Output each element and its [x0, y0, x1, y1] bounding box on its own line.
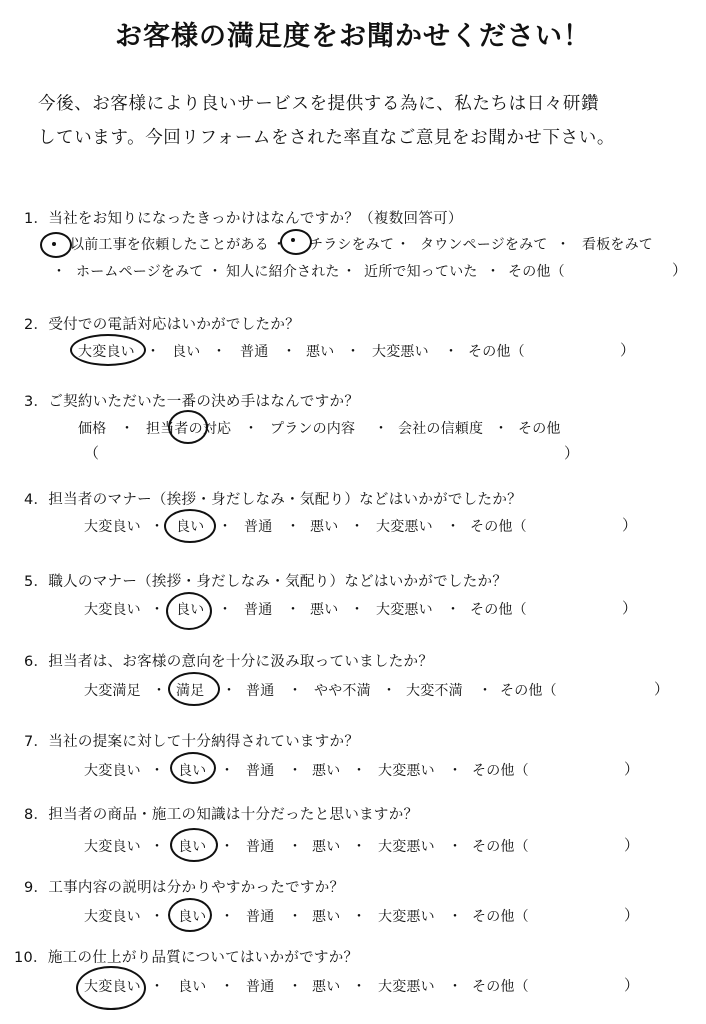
q7-option-other[interactable]: その他（	[472, 763, 529, 779]
q2-option-bad[interactable]: 悪い	[306, 344, 335, 360]
question-2: 2．受付での電話対応はいかがでしたか？	[24, 317, 300, 333]
q7-option-bad[interactable]: 悪い	[312, 763, 341, 779]
q7-option-normal[interactable]: 普通	[246, 763, 275, 779]
q8-option-very-good[interactable]: 大変良い	[84, 839, 141, 855]
q1-option-homepage[interactable]: ホームページをみて	[76, 264, 204, 280]
q3-option-other[interactable]: その他	[518, 421, 561, 437]
q7-option-very-bad[interactable]: 大変悪い	[378, 763, 435, 779]
q6-option-somewhat-dissatisfied[interactable]: やや不満	[314, 683, 371, 699]
question-1: 1．当社をお知りになったきっかけはなんですか？（複数回答可）	[24, 211, 463, 227]
q4-option-other[interactable]: その他（	[470, 519, 527, 535]
q9-option-good[interactable]: 良い	[178, 909, 207, 925]
q6-option-very-satisfied[interactable]: 大変満足	[84, 683, 141, 699]
q2-option-very-bad[interactable]: 大変悪い	[372, 344, 429, 360]
q6-option-satisfied[interactable]: 満足	[176, 683, 205, 699]
q3-option-plan[interactable]: プランの内容	[270, 421, 356, 437]
q1-option-town-page[interactable]: タウンページをみて	[420, 237, 548, 253]
q2-option-normal[interactable]: 普通	[240, 344, 269, 360]
question-9: 9．工事内容の説明は分かりやすかったですか？	[24, 880, 345, 896]
q9-option-other[interactable]: その他（	[472, 909, 529, 925]
q10-option-good[interactable]: 良い	[178, 979, 207, 995]
q2-option-other[interactable]: その他（	[468, 344, 525, 360]
q9-option-very-good[interactable]: 大変良い	[84, 909, 141, 925]
selection-circle	[40, 232, 72, 258]
question-10: 10．施工の仕上がり品質についてはいかがですか？	[14, 950, 359, 966]
question-6: 6．担当者は、お客様の意向を十分に汲み取っていましたか？	[24, 654, 434, 670]
q5-option-very-bad[interactable]: 大変悪い	[376, 602, 433, 618]
q1-option-referral[interactable]: 知人に紹介された	[226, 264, 340, 280]
q5-option-very-good[interactable]: 大変良い	[84, 602, 141, 618]
q8-option-good[interactable]: 良い	[178, 839, 207, 855]
q2-option-very-good[interactable]: 大変良い	[78, 344, 135, 360]
q1-option-previous-work[interactable]: 以前工事を依頼したことがある	[70, 237, 269, 253]
q8-option-other[interactable]: その他（	[472, 839, 529, 855]
q9-option-normal[interactable]: 普通	[246, 909, 275, 925]
q3-option-staff-response[interactable]: 担当者の対応	[146, 421, 232, 437]
q4-option-very-good[interactable]: 大変良い	[84, 519, 141, 535]
intro-line-2: しています。今回リフォームをされた率直なご意見をお聞かせ下さい。	[38, 128, 615, 148]
selection-mark	[291, 238, 295, 242]
q6-option-other[interactable]: その他（	[500, 683, 557, 699]
question-3: 3．ご契約いただいた一番の決め手はなんですか？	[24, 394, 360, 410]
q10-option-very-bad[interactable]: 大変悪い	[378, 979, 435, 995]
q4-option-normal[interactable]: 普通	[244, 519, 273, 535]
q6-option-normal[interactable]: 普通	[246, 683, 275, 699]
q10-option-very-good[interactable]: 大変良い	[84, 979, 141, 995]
q8-option-normal[interactable]: 普通	[246, 839, 275, 855]
q4-option-bad[interactable]: 悪い	[310, 519, 339, 535]
q6-option-very-dissatisfied[interactable]: 大変不満	[406, 683, 463, 699]
q3-option-trust[interactable]: 会社の信頼度	[398, 421, 484, 437]
question-5: 5．職人のマナー（挨拶・身だしなみ・気配り）などはいかがでしたか？	[24, 574, 508, 590]
q5-option-other[interactable]: その他（	[470, 602, 527, 618]
question-8: 8．担当者の商品・施工の知識は十分だったと思いますか？	[24, 807, 419, 823]
question-4: 4．担当者のマナー（挨拶・身だしなみ・気配り）などはいかがでしたか？	[24, 492, 522, 508]
q8-option-very-bad[interactable]: 大変悪い	[378, 839, 435, 855]
intro-line-1: 今後、お客様により良いサービスを提供する為に、私たちは日々研鑽	[38, 94, 600, 114]
q2-option-good[interactable]: 良い	[172, 344, 201, 360]
q3-option-price[interactable]: 価格	[78, 421, 107, 437]
survey-title: お客様の満足度をお聞かせください！	[115, 21, 591, 52]
q1-option-other[interactable]: その他（	[508, 264, 565, 280]
q7-option-good[interactable]: 良い	[178, 763, 207, 779]
q1-option-signboard[interactable]: 看板をみて	[582, 237, 653, 253]
q5-option-bad[interactable]: 悪い	[310, 602, 339, 618]
q4-option-very-bad[interactable]: 大変悪い	[376, 519, 433, 535]
question-7: 7．当社の提案に対して十分納得されていますか？	[24, 734, 360, 750]
q1-other-close: ）	[672, 261, 688, 279]
q10-option-normal[interactable]: 普通	[246, 979, 275, 995]
q4-option-good[interactable]: 良い	[176, 519, 205, 535]
q9-option-bad[interactable]: 悪い	[312, 909, 341, 925]
q1-option-flyer[interactable]: チラシをみて	[309, 237, 395, 253]
q8-option-bad[interactable]: 悪い	[312, 839, 341, 855]
q5-option-normal[interactable]: 普通	[244, 602, 273, 618]
q1-option-neighborhood[interactable]: 近所で知っていた	[364, 264, 478, 280]
q5-option-good[interactable]: 良い	[176, 602, 205, 618]
selection-mark	[52, 242, 56, 246]
q9-option-very-bad[interactable]: 大変悪い	[378, 909, 435, 925]
q7-option-very-good[interactable]: 大変良い	[84, 763, 141, 779]
q10-option-other[interactable]: その他（	[472, 979, 529, 995]
q10-option-bad[interactable]: 悪い	[312, 979, 341, 995]
